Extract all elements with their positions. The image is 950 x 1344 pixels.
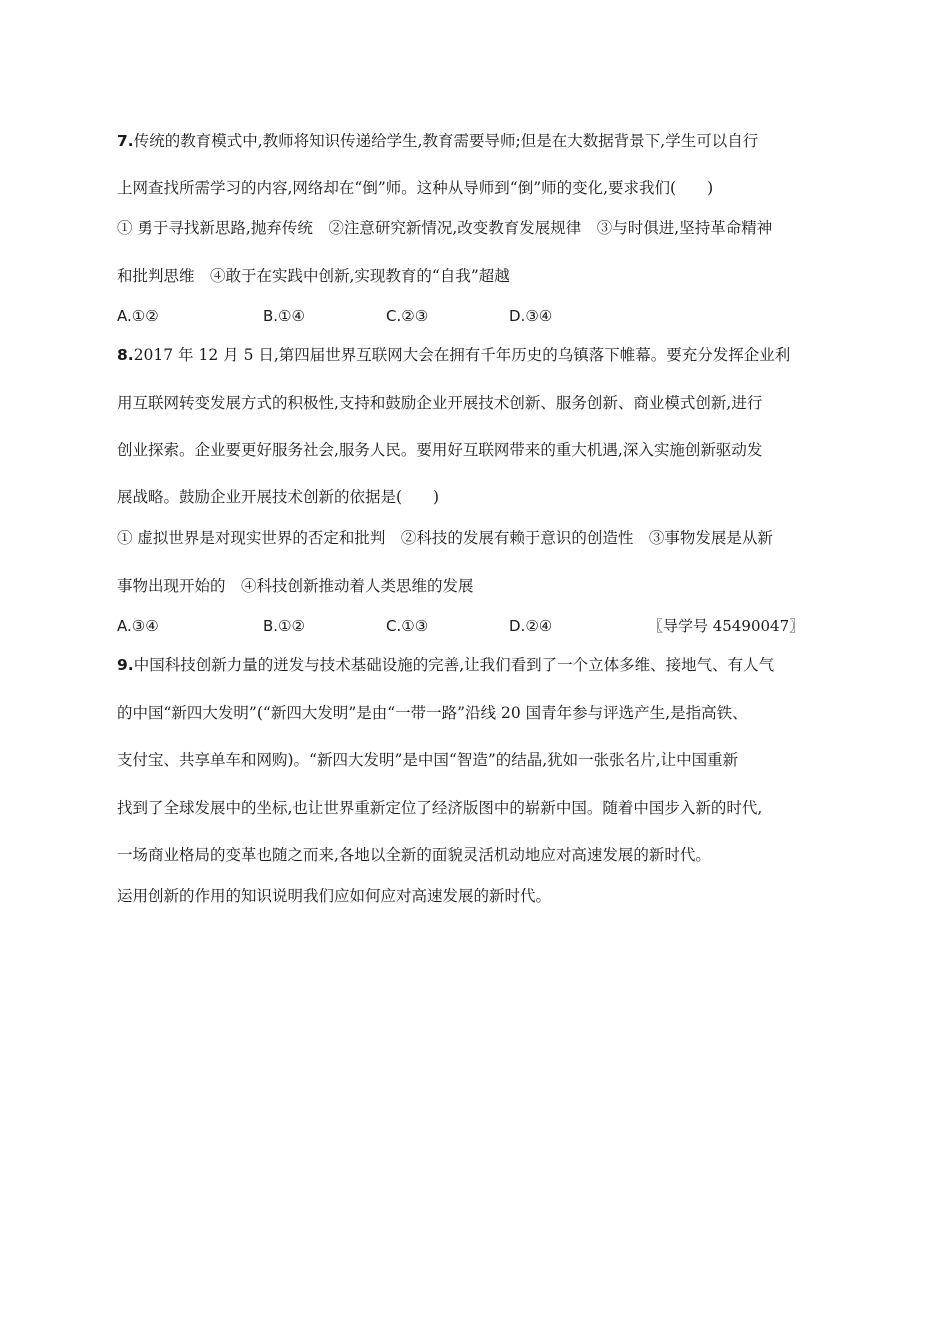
q9-line-1: 9.中国科技创新力量的迸发与技术基础设施的完善,让我们看到了一个立体多维、接地气、有人气 xyxy=(117,656,775,674)
q7-line-2: 上网查找所需学习的内容,网络却在“倒”师。这种从导师到“倒”师的变化,要求我们( ) xyxy=(117,179,714,197)
q8-option-d: D.②④ xyxy=(509,617,553,635)
q9-line-6: 运用创新的作用的知识说明我们应如何应对高速发展的新时代。 xyxy=(117,887,552,905)
q9-line-4: 找到了全球发展中的坐标,也让世界重新定位了经济版图中的崭新中国。随着中国步入新的时代, xyxy=(117,799,763,817)
q8-number: 8. xyxy=(117,346,134,364)
q8-reference-number: 〖导学号 45490047〗 xyxy=(648,617,805,635)
q8-line-1: 8.2017 年 12 月 5 日,第四届世界互联网大会在拥有千年历史的乌镇落下帷幕。要充分发挥企业利 xyxy=(117,346,791,364)
q7-option-d: D.③④ xyxy=(509,307,553,325)
q8-line-3: 创业探索。企业要更好服务社会,服务人民。要用好互联网带来的重大机遇,深入实施创新驱动发 xyxy=(117,441,763,459)
q8-line-5: ① 虚拟世界是对现实世界的否定和批判 ②科技的发展有赖于意识的创造性 ③事物发展是从新 xyxy=(117,529,773,547)
q7-option-a: A.①② xyxy=(117,307,159,325)
q8-option-a: A.③④ xyxy=(117,617,159,635)
q7-option-c: C.②③ xyxy=(386,307,429,325)
q9-number: 9. xyxy=(117,656,134,674)
q9-line-3: 支付宝、共享单车和网购)。“新四大发明”是中国“智造”的结晶,犹如一张张名片,让中国重新 xyxy=(117,751,739,769)
q7-line-1: 7.传统的教育模式中,教师将知识传递给学生,教育需要导师;但是在大数据背景下,学生可以自行 xyxy=(117,132,759,150)
q8-option-c: C.①③ xyxy=(386,617,429,635)
q9-line-5: 一场商业格局的变革也随之而来,各地以全新的面貌灵活机动地应对高速发展的新时代。 xyxy=(117,846,711,864)
q7-option-b: B.①④ xyxy=(263,307,305,325)
q9-line-2: 的中国“新四大发明”(“新四大发明”是由“一带一路”沿线 20 国青年参与评选产生,是指高铁、 xyxy=(117,704,748,722)
q7-number: 7. xyxy=(117,132,134,150)
q8-option-b: B.①② xyxy=(263,617,305,635)
q7-line-3: ① 勇于寻找新思路,抛弃传统 ②注意研究新情况,改变教育发展规律 ③与时俱进,坚持革命精神 xyxy=(117,219,773,237)
q7-line-4: 和批判思维 ④敢于在实践中创新,实现教育的“自我”超越 xyxy=(117,267,510,285)
q8-line-4: 展战略。鼓励企业开展技术创新的依据是( ) xyxy=(117,488,440,506)
q8-line-6: 事物出现开始的 ④科技创新推动着人类思维的发展 xyxy=(117,577,474,595)
q8-line-2: 用互联网转变发展方式的积极性,支持和鼓励企业开展技术创新、服务创新、商业模式创新,进行 xyxy=(117,394,763,412)
